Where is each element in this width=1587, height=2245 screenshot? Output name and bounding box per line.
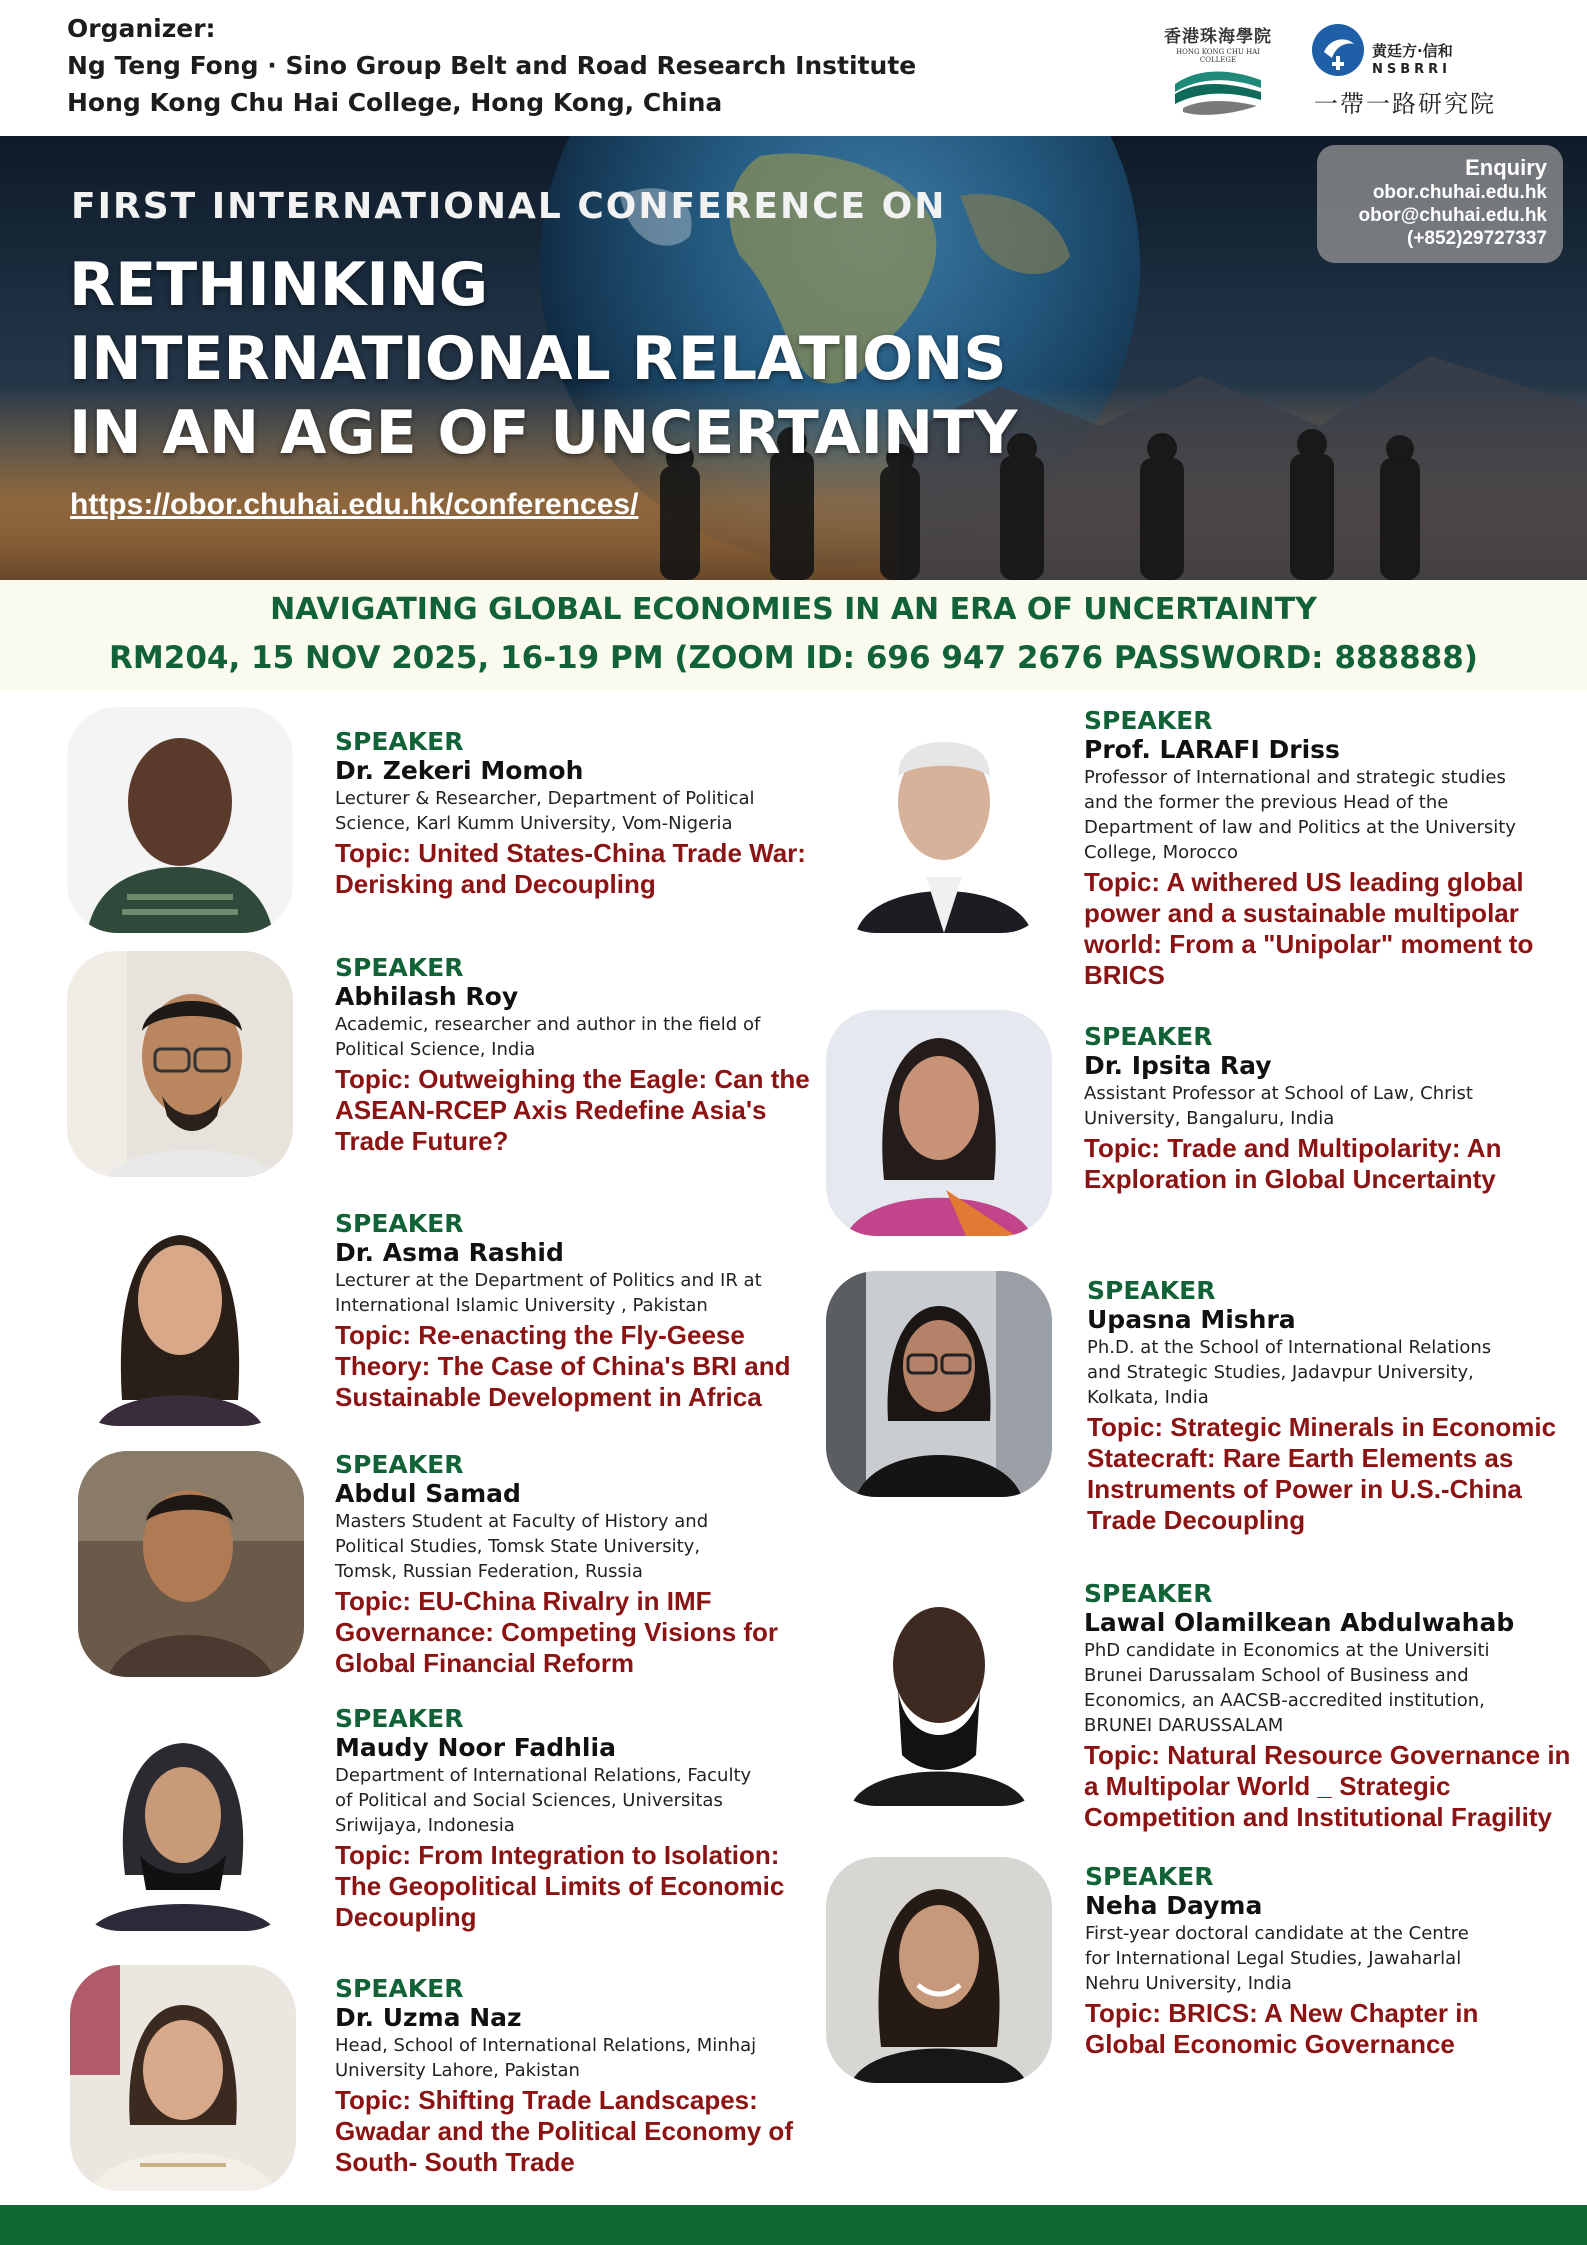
speaker-name: Maudy Noor Fadhlia [335, 1733, 616, 1762]
speaker-photo [826, 1010, 1052, 1236]
conference-kicker: FIRST INTERNATIONAL CONFERENCE ON [71, 186, 947, 227]
session-theme: NAVIGATING GLOBAL ECONOMIES IN AN ERA OF UNCERTAINTY [270, 592, 1317, 627]
speaker-name: Dr. Ipsita Ray [1084, 1051, 1272, 1080]
speaker-label: SPEAKER [335, 727, 464, 756]
enquiry-email[interactable]: obor@chuhai.edu.hk [1358, 205, 1547, 226]
session-details: RM204, 15 NOV 2025, 16-19 PM (ZOOM ID: 696 947 2676 PASSWORD: 888888) [109, 640, 1478, 676]
speaker-photo [67, 707, 293, 933]
speaker-name: Abhilash Roy [335, 982, 519, 1011]
speaker-topic: Topic: EU-China Rivalry in IMF Governance: Competing Visions for Global Financial Reform [335, 1586, 779, 1678]
speaker-affiliation: Head, School of International Relations, Minhaj University Lahore, Pakistan [335, 2035, 757, 2081]
conference-banner [0, 136, 1587, 580]
organizer-institute: Ng Teng Fong · Sino Group Belt and Road Research Institute [67, 51, 917, 80]
speaker-affiliation: Department of International Relations, Faculty of Political and Social Sciences, Universitas Sriwijaya, Indonesia [335, 1765, 752, 1836]
speaker-label: SPEAKER [1085, 1862, 1214, 1891]
speaker-photo [70, 1965, 296, 2191]
speaker-label: SPEAKER [335, 953, 464, 982]
speaker-photo [826, 1271, 1052, 1497]
speaker-label: SPEAKER [1084, 1022, 1213, 1051]
speaker-name: Lawal Olamilkean Abdulwahab [1084, 1608, 1515, 1637]
speaker-photo [67, 951, 293, 1177]
speaker-topic: Topic: Shifting Trade Landscapes: Gwadar and the Political Economy of South- South Trade [335, 2085, 793, 2177]
speaker-label: SPEAKER [1084, 706, 1213, 735]
conference-title: RETHINKING INTERNATIONAL RELATIONS IN AN AGE OF UNCERTAINTY [69, 250, 1018, 468]
speaker-topic: Topic: Outweighing the Eagle: Can the ASEAN-RCEP Axis Redefine Asia's Trade Future? [335, 1064, 810, 1156]
nsbrri-emblem-icon [1310, 22, 1366, 78]
speaker-name: Dr. Zekeri Momoh [335, 756, 584, 785]
speaker-topic: Topic: Natural Resource Governance in a Multipolar World _ Strategic Competition and Institutional Fragility [1084, 1740, 1571, 1832]
speaker-affiliation: Lecturer at the Department of Politics and IR at International Islamic University , Pakistan [335, 1270, 762, 1316]
enquiry-phone: (+852)29727337 [1407, 228, 1547, 249]
speaker-label: SPEAKER [1084, 1579, 1213, 1608]
speaker-affiliation: Academic, researcher and author in the field of Political Science, India [335, 1014, 761, 1060]
organizer-label: Organizer: [67, 14, 216, 43]
speaker-name: Prof. LARAFI Driss [1084, 735, 1340, 764]
speaker-topic: Topic: United States-China Trade War: Derisking and Decoupling [335, 838, 806, 899]
speaker-name: Dr. Asma Rashid [335, 1238, 564, 1267]
chu-hai-college-logo: 香港珠海學院 HONG KONG CHU HAI COLLEGE [1148, 18, 1288, 118]
speaker-name: Abdul Samad [335, 1479, 521, 1508]
speaker-affiliation: PhD candidate in Economics at the Universiti Brunei Darussalam School of Business and Economics, an AACSB-accredited institution, BRUNEI DARUSSALAM [1084, 1640, 1490, 1736]
wave-emblem-icon [1173, 62, 1263, 118]
speaker-topic: Topic: From Integration to Isolation: The Geopolitical Limits of Economic Decoupling [335, 1840, 785, 1932]
speaker-photo [826, 707, 1052, 933]
speaker-affiliation: Masters Student at Faculty of History and Political Studies, Tomsk State University, Tomsk, Russian Federation, Russia [335, 1511, 709, 1582]
conference-url-link[interactable]: https://obor.chuhai.edu.hk/conferences/ [70, 488, 639, 521]
speaker-affiliation: Assistant Professor at School of Law, Christ University, Bangaluru, India [1084, 1083, 1473, 1129]
organizer-college: Hong Kong Chu Hai College, Hong Kong, China [67, 88, 723, 117]
enquiry-box [1317, 145, 1563, 263]
speaker-topic: Topic: A withered US leading global power and a sustainable multipolar world: From a "Unipolar" moment to BRICS [1084, 867, 1534, 990]
speaker-label: SPEAKER [335, 1974, 464, 2003]
speaker-name: Neha Dayma [1085, 1891, 1263, 1920]
speaker-photo [70, 1705, 296, 1931]
speaker-label: SPEAKER [335, 1704, 464, 1733]
speaker-label: SPEAKER [1087, 1276, 1216, 1305]
speaker-topic: Topic: Trade and Multipolarity: An Exploration in Global Uncertainty [1084, 1133, 1502, 1194]
logos [1140, 14, 1540, 124]
enquiry-heading: Enquiry [1465, 155, 1547, 180]
enquiry-website[interactable]: obor.chuhai.edu.hk [1372, 182, 1547, 203]
speaker-photo [826, 1857, 1052, 2083]
speaker-photo [67, 1200, 293, 1426]
speaker-topic: Topic: BRICS: A New Chapter in Global Economic Governance [1085, 1998, 1479, 2059]
speaker-name: Dr. Uzma Naz [335, 2003, 522, 2032]
speaker-affiliation: First-year doctoral candidate at the Centre for International Legal Studies, Jawaharlal Nehru University, India [1085, 1923, 1469, 1994]
speaker-affiliation: Lecturer & Researcher, Department of Political Science, Karl Kumm University, Vom-Nigeria [335, 788, 755, 834]
speaker-affiliation: Ph.D. at the School of International Relations and Strategic Studies, Jadavpur University, Kolkata, India [1087, 1337, 1492, 1408]
speaker-topic: Topic: Re-enacting the Fly-Geese Theory: The Case of China's BRI and Sustainable Development in Africa [335, 1320, 791, 1412]
speaker-photo [78, 1451, 304, 1677]
speaker-topic: Topic: Strategic Minerals in Economic Statecraft: Rare Earth Elements as Instruments of Power in U.S.-China Trade Decoupling [1087, 1412, 1557, 1535]
footer-bar [0, 2205, 1587, 2245]
speaker-label: SPEAKER [335, 1209, 464, 1238]
nsbrri-logo: 黄廷方·信和 NSBRRI 一帶一路研究院 [1310, 22, 1540, 122]
speaker-name: Upasna Mishra [1087, 1305, 1296, 1334]
speaker-affiliation: Professor of International and strategic studies and the former the previous Head of the Department of law and Politics at the University College, Morocco [1084, 767, 1516, 863]
session-strip [0, 580, 1587, 690]
speaker-photo [826, 1580, 1052, 1806]
organizer-block [67, 10, 967, 121]
speaker-label: SPEAKER [335, 1450, 464, 1479]
